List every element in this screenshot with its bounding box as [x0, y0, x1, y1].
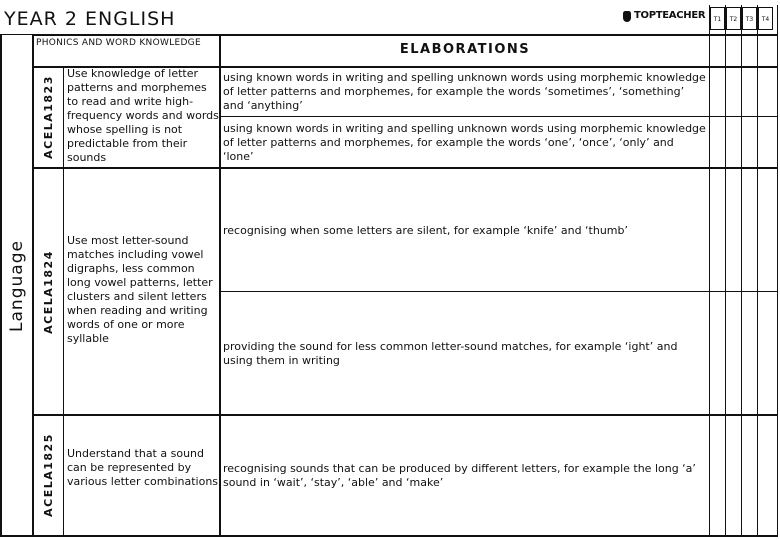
code-cell	[34, 169, 63, 414]
curriculum-code: ACELA1824	[42, 250, 55, 334]
grid-line	[741, 5, 742, 537]
grid-line	[777, 5, 778, 537]
strand-label: Language	[7, 240, 27, 332]
grid-line	[709, 5, 710, 537]
grid-line	[219, 34, 221, 537]
code-cell	[34, 68, 63, 167]
grid-line	[32, 414, 778, 416]
grid-line	[725, 5, 726, 537]
grid-line	[32, 167, 778, 169]
outcome-description: Understand that a sound can be represented by various letter combinations	[67, 447, 219, 488]
curriculum-code: ACELA1823	[42, 75, 55, 159]
elaboration-text: using known words in writing and spelling unknown words using morphemic knowledge of letter patterns and morphemes, for example the words ‘sometimes’, ‘something’ and ‘anything’	[223, 71, 706, 112]
term-box-4[interactable]: T4	[758, 7, 773, 30]
outcome-description: Use knowledge of letter patterns and morphemes to read and write high-frequency words and words whose spelling is not predictable from their sounds	[67, 67, 219, 164]
term-box-3[interactable]: T3	[742, 7, 757, 30]
grid-line	[32, 34, 778, 36]
elaboration-text: providing the sound for less common letter-sound matches, for example ‘ight’ and using them in writing	[223, 340, 678, 367]
strand-cell	[2, 36, 32, 535]
code-cell	[34, 416, 63, 535]
grid-line	[219, 116, 778, 117]
elaboration-text: using known words in writing and spelling unknown words using morphemic knowledge of letter patterns and morphemes, for example the words ‘one’, ‘once’, ‘only’ and ‘lone’	[223, 122, 706, 163]
grid-line	[757, 5, 758, 537]
outcome-description: Use most letter-sound matches including vowel digraphs, less common long vowel patterns, letter clusters and silent letters when reading and writing words of one or more syllable	[67, 234, 213, 345]
logo-text: TOPTEACHER	[634, 10, 706, 21]
grid-line	[0, 34, 32, 35]
elaboration-text: recognising sounds that can be produced by different letters, for example the long ‘a’ sound in ‘wait’, ‘stay’, ‘able’ and ‘make’	[223, 462, 696, 489]
column-header-left: PHONICS AND WORD KNOWLEDGE	[36, 38, 201, 48]
page-title: YEAR 2 ENGLISH	[4, 8, 176, 30]
term-box-1[interactable]: T1	[710, 7, 725, 30]
column-header-right: ELABORATIONS	[399, 42, 531, 57]
elaboration-text: recognising when some letters are silent, for example ‘knife’ and ‘thumb’	[223, 224, 628, 237]
grid-line	[219, 291, 778, 292]
brand-logo	[623, 8, 707, 24]
grid-line	[0, 535, 778, 537]
curriculum-code: ACELA1825	[42, 433, 55, 517]
term-box-2[interactable]: T2	[726, 7, 741, 30]
grid-line	[63, 66, 64, 537]
acorn-icon	[623, 11, 631, 22]
